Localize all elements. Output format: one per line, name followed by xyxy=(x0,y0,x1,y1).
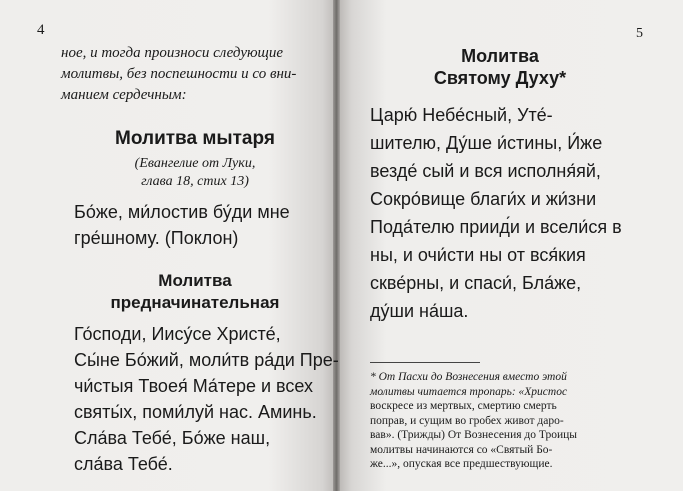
footnote-line: поправ, и сущим во гробех живот даро- xyxy=(370,414,564,427)
footnote-line: воскресе из мертвых, смертию смерть xyxy=(370,400,557,412)
intro-line: манием сердечным: xyxy=(61,87,187,103)
prayer-holy-spirit-text xyxy=(370,101,660,325)
prayer-publican-reference xyxy=(70,155,320,191)
prayer-line: Сла́ва Тебе́, Бо́же наш, xyxy=(74,428,271,448)
doxology-text xyxy=(74,425,270,477)
intro-line: ное, и тогда произноси следующие xyxy=(61,45,284,61)
footnote-line: вав». (Трижды) От Вознесения до Троицы xyxy=(370,429,577,441)
prayer-line: святы́х, поми́луй нас. Аминь. xyxy=(74,402,317,422)
footnote-line: молитвы начинаются со «Святый Бо- xyxy=(370,443,553,456)
footnote-line: же...», опуская все предшествующие. xyxy=(370,458,553,470)
prayer-line: скве́рны, и спаси́, Бла́же, xyxy=(370,273,582,293)
intro-paragraph xyxy=(61,43,311,106)
prayer-line: сла́ва Тебе́. xyxy=(74,454,173,474)
prayer-line: ны, и очи́сти ны от вся́кия xyxy=(370,245,586,265)
prayer-line: чи́стыя Твоея́ Ма́тере и всех xyxy=(74,376,314,396)
prayer-line: Царю́ Небе́сный, Уте́- xyxy=(370,105,553,125)
right-page-number: 5 xyxy=(636,26,643,41)
prayer-line: Сы́не Бо́жий, моли́тв ра́ди Пре- xyxy=(74,350,339,370)
prayer-publican-text xyxy=(74,199,290,251)
prayer-publican-title: Молитва мытаря xyxy=(115,128,275,149)
intro-line: молитвы, без поспешности и со вни- xyxy=(61,66,297,82)
prayer-holy-spirit-title-line2: Святому Духу* xyxy=(433,68,567,88)
prayer-line: Сокро́вище благи́х и жи́зни xyxy=(370,189,597,209)
prayer-line: шителю, Ду́ше и́стины, И́же xyxy=(370,133,603,153)
prayer-initial-title-line1: Молитва xyxy=(158,271,232,290)
footnote-divider xyxy=(370,362,480,363)
prayer-initial-text xyxy=(74,321,339,425)
reference-line: глава 18, стих 13) xyxy=(141,174,249,189)
prayer-line: Го́споди, Иису́се Христе́, xyxy=(74,324,281,344)
prayer-line: Бо́же, ми́лостив бу́ди мне xyxy=(74,202,290,222)
prayer-line: Пода́телю приид́и и всели́ся в xyxy=(370,217,622,237)
prayer-holy-spirit-title-line1: Молитва xyxy=(461,46,539,66)
prayer-line: гре́шному. (Поклон) xyxy=(74,228,239,248)
footnote xyxy=(370,370,668,472)
footnote-line: молитвы читается тропарь: «Христос xyxy=(370,385,568,398)
prayer-line: везде́ сый и вся исполня́яй, xyxy=(370,161,601,181)
footnote-line: * От Пасхи до Вознесения вместо этой xyxy=(370,371,567,383)
left-page-number: 4 xyxy=(37,22,45,38)
reference-line: (Евангелие от Луки, xyxy=(134,156,256,171)
prayer-initial-title-line2: предначинательная xyxy=(110,293,280,312)
prayer-line: ду́ши на́ша. xyxy=(370,301,469,321)
